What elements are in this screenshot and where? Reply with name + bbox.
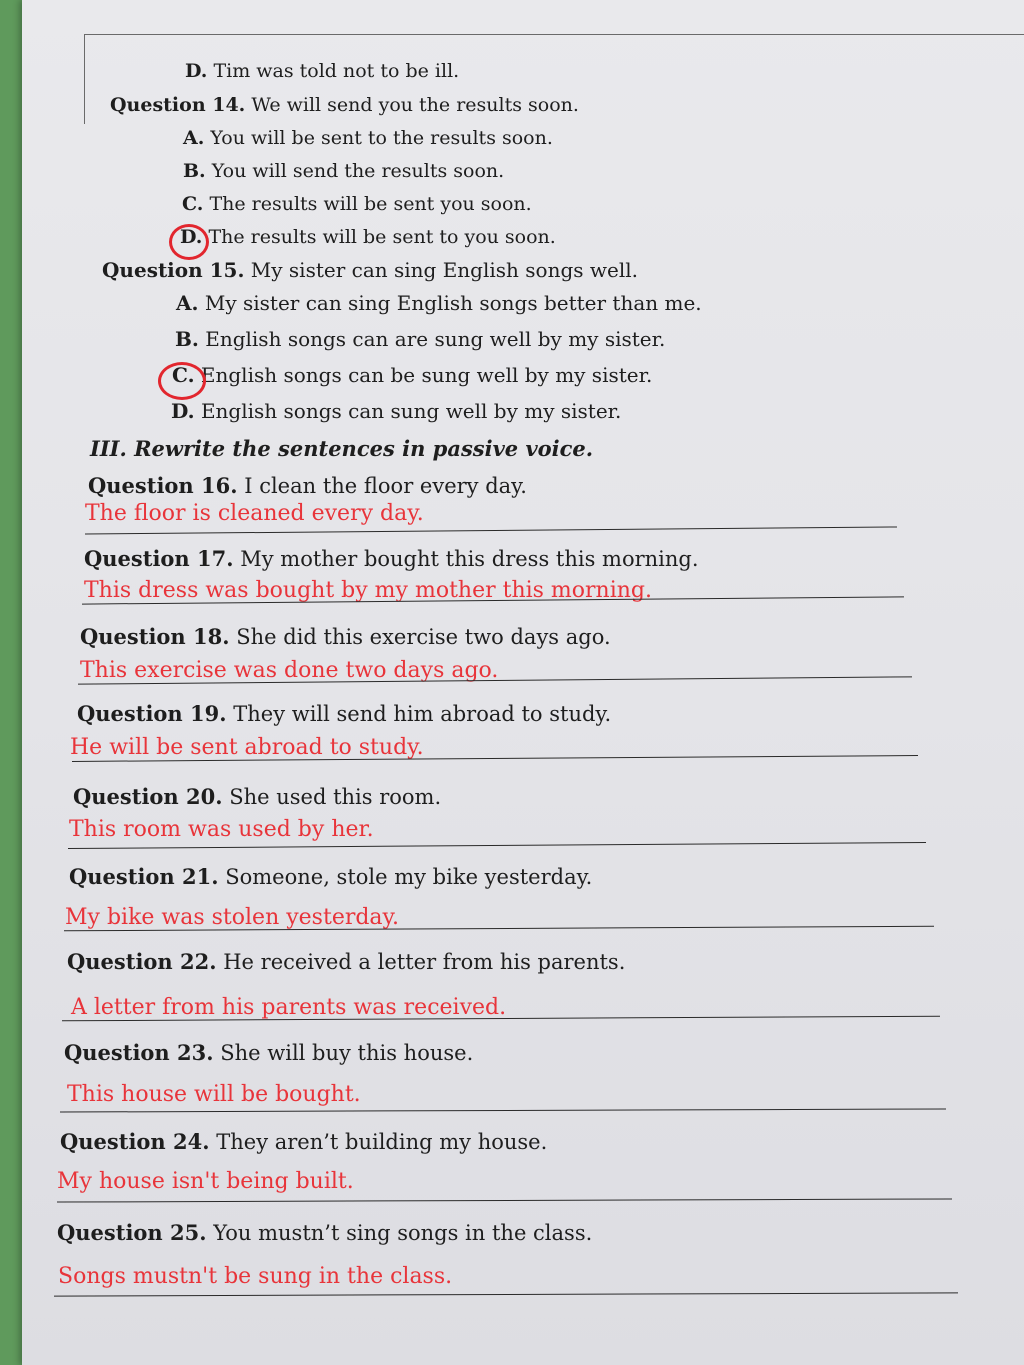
question-label: Question 18. (80, 624, 230, 649)
question-prompt: I clean the floor every day. (244, 474, 527, 498)
question-prompt: My sister can sing English songs well. (250, 258, 638, 282)
option-letter: D. (180, 226, 203, 248)
question-label: Question 20. (73, 784, 223, 809)
handwritten-answer-24: My house isn't being built. (57, 1169, 354, 1194)
question-22 (67, 949, 625, 974)
option-text: English songs can sung well by my sister. (200, 399, 622, 423)
question-16 (88, 473, 527, 498)
question-label: Question 25. (57, 1220, 207, 1245)
option-letter: D. (171, 399, 195, 423)
option-letter: D. (185, 60, 208, 82)
question-label: Question 21. (69, 864, 219, 889)
handwritten-answer-20: This room was used by her. (69, 817, 374, 842)
question-label: Question 16. (88, 473, 238, 498)
question-label: Question 14. (110, 94, 246, 116)
question-label: Question 17. (84, 546, 234, 571)
q14-option-a (183, 127, 553, 149)
question-18 (80, 624, 611, 649)
option-text: The results will be sent you soon. (209, 193, 532, 215)
question-label: Question 22. (67, 949, 217, 974)
question-prompt: We will send you the results soon. (251, 94, 579, 116)
q14-option-b (183, 160, 504, 182)
question-prompt: He received a letter from his parents. (223, 950, 626, 974)
question-14 (110, 94, 579, 116)
question-19 (77, 701, 611, 726)
option-letter: B. (175, 327, 199, 351)
question-15 (102, 258, 638, 282)
handwritten-answer-21: My bike was stolen yesterday. (65, 905, 400, 930)
option-d-prev (185, 60, 459, 82)
option-text: You will send the results soon. (211, 160, 505, 182)
question-17 (84, 546, 699, 571)
handwritten-answer-22: A letter from his parents was received. (71, 995, 507, 1020)
question-21 (69, 864, 592, 889)
question-20 (73, 784, 441, 809)
option-letter: A. (176, 291, 199, 315)
option-text: English songs can be sung well by my sister. (200, 363, 653, 387)
question-prompt: They will send him abroad to study. (233, 702, 612, 726)
question-23 (64, 1040, 473, 1065)
handwritten-answer-18: This exercise was done two days ago. (80, 658, 499, 683)
question-prompt: You mustn’t sing songs in the class. (213, 1221, 593, 1245)
handwritten-answer-17: This dress was bought by my mother this morning. (84, 578, 653, 603)
option-text: English songs can are sung well by my sister. (205, 327, 666, 351)
question-prompt: She did this exercise two days ago. (236, 625, 611, 649)
option-letter: C. (182, 193, 204, 215)
handwritten-answer-16: The floor is cleaned every day. (85, 501, 424, 526)
handwritten-answer-25: Songs mustn't be sung in the class. (58, 1264, 453, 1289)
question-prompt: My mother bought this dress this morning. (240, 547, 699, 571)
q15-option-c (172, 363, 652, 387)
answer-circle-q14 (169, 224, 209, 260)
question-label: Question 24. (60, 1129, 210, 1154)
question-label: Question 19. (77, 701, 227, 726)
option-text: Tim was told not to be ill. (213, 60, 460, 82)
frame-border-top (84, 34, 1024, 35)
option-text: The results will be sent to you soon. (208, 226, 556, 248)
option-text: You will be sent to the results soon. (210, 127, 553, 149)
q15-option-d (171, 399, 621, 423)
q15-option-b (175, 327, 665, 351)
question-25 (57, 1220, 592, 1245)
q15-option-a (176, 291, 702, 315)
question-24 (60, 1129, 547, 1154)
question-label: Question 15. (102, 258, 245, 282)
handwritten-answer-19: He will be sent abroad to study. (70, 735, 424, 760)
option-letter: B. (183, 160, 206, 182)
frame-border-left (84, 34, 85, 124)
handwritten-answer-23: This house will be bought. (67, 1082, 361, 1107)
question-prompt: Someone, stole my bike yesterday. (225, 865, 593, 889)
option-letter: C. (172, 363, 195, 387)
option-letter: A. (183, 127, 205, 149)
question-prompt: She will buy this house. (220, 1041, 474, 1065)
section-title: III. Rewrite the sentences in passive voice. (90, 436, 594, 461)
question-prompt: She used this room. (229, 785, 442, 809)
question-label: Question 23. (64, 1040, 214, 1065)
option-text: My sister can sing English songs better than me. (204, 291, 702, 315)
q14-option-d (180, 226, 556, 248)
q14-option-c (182, 193, 532, 215)
answer-circle-q15 (158, 362, 206, 400)
question-prompt: They aren’t building my house. (216, 1130, 548, 1154)
